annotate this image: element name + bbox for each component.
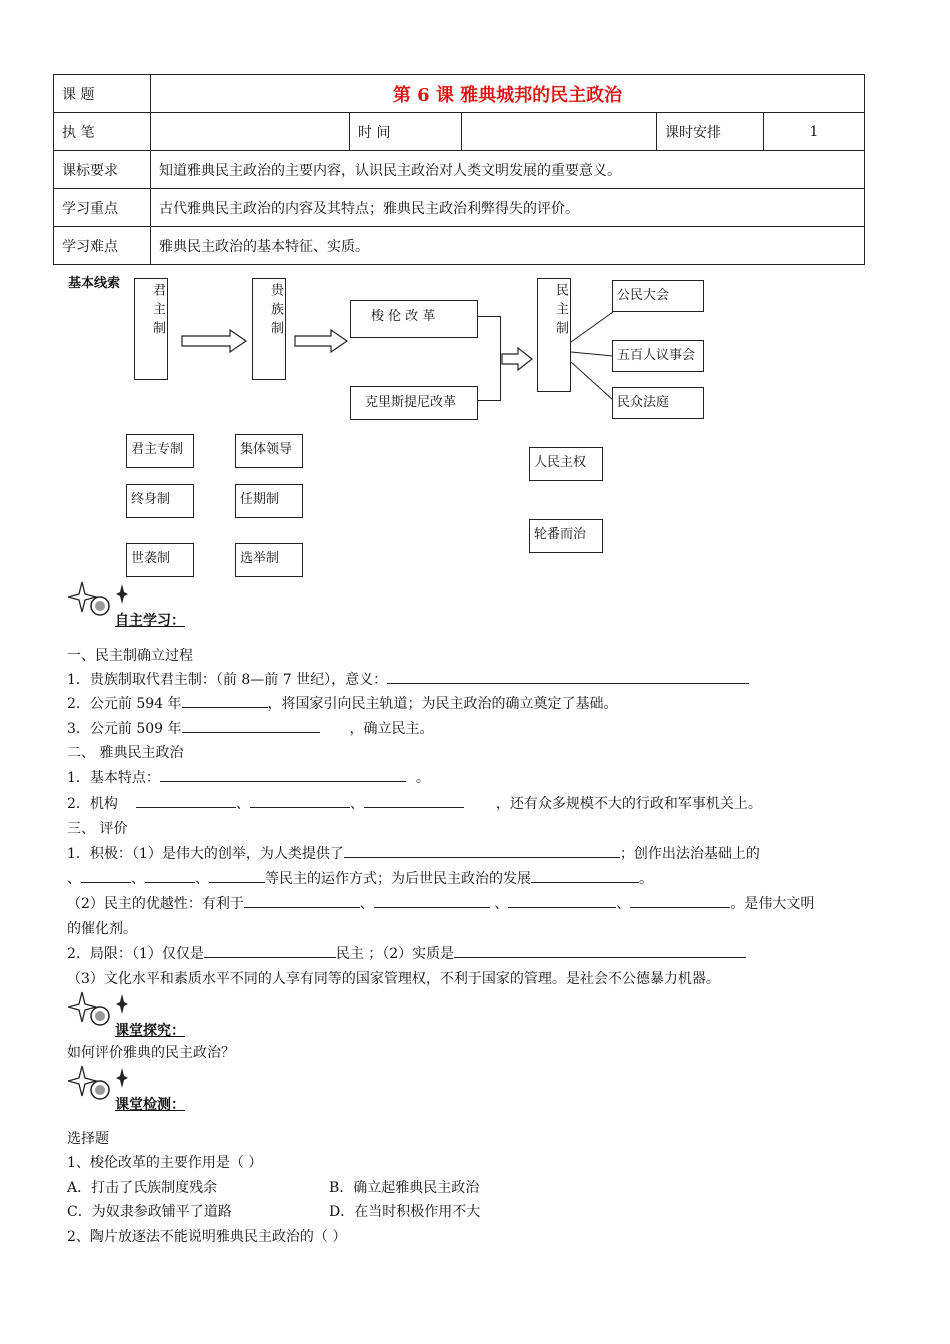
blank[interactable] [630, 893, 730, 908]
difficulty-text: 雅典民主政治的基本特征、实质。 [151, 227, 865, 265]
compare-left-2: 世袭制 [126, 543, 194, 577]
question-2: 2、陶片放逐法不能说明雅典民主政治的（ ） [67, 1229, 347, 1245]
line-6: 1．积极：（1）是伟大的创举，为人类提供了 ；创作出法治基础上的 [67, 843, 760, 863]
blank[interactable] [136, 793, 236, 808]
test-heading: 课堂检测： [115, 1097, 185, 1113]
council-box: 五百人议事会 [612, 340, 704, 372]
line-5: 2．机构 、 、 ，还有众多规模不大的行政和军事机关上。 [67, 793, 762, 813]
author-label: 执 笔 [54, 113, 151, 151]
blank[interactable] [81, 868, 131, 883]
blank[interactable] [145, 868, 195, 883]
solon-reform-box: 梭 伦 改 革 [350, 300, 478, 338]
blank[interactable] [160, 767, 406, 782]
question-1: 1、梭伦改革的主要作用是（ ） [67, 1155, 263, 1171]
test-type: 选择题 [67, 1131, 109, 1147]
blank[interactable] [182, 718, 320, 733]
lesson-title: 第 6 课 雅典城邦的民主政治 [151, 75, 865, 113]
difficulty-label: 学习难点 [54, 227, 151, 265]
cleisthenes-reform-box: 克里斯提尼改革 [350, 386, 478, 420]
arrow-right-icon [180, 328, 250, 354]
q1-option-d[interactable]: D．在当时积极作用不大 [329, 1204, 481, 1220]
blank[interactable] [204, 943, 336, 958]
section-3: 三、 评价 [67, 821, 128, 837]
diagram-heading: 基本线索 [68, 276, 121, 291]
line-3: 3．公元前 509 年 ，确立民主。 [67, 718, 434, 738]
blank[interactable] [209, 868, 265, 883]
monarchy-box: 君主制 [134, 278, 168, 380]
blank[interactable] [387, 669, 749, 684]
line-8: （2）民主的优越性：有利于 、 、 、 。是伟大文明 [67, 893, 814, 913]
aristocracy-box: 贵族制 [252, 278, 286, 380]
topic-label: 课 题 [54, 75, 151, 113]
q1-option-c[interactable]: C．为奴隶参政铺平了道路 [67, 1204, 232, 1220]
compare-left-1: 终身制 [126, 484, 194, 518]
period-label: 课时安排 [657, 113, 764, 151]
q1-option-b[interactable]: B．确立起雅典民主政治 [329, 1180, 480, 1196]
section-2: 二、 雅典民主政治 [67, 745, 184, 761]
court-box: 民众法庭 [612, 387, 704, 419]
branch-lines [571, 290, 615, 410]
focus-text: 古代雅典民主政治的内容及其特点；雅典民主政治利弊得失的评价。 [151, 189, 865, 227]
line-1: 1．贵族制取代君主制：（前 8—前 7 世纪），意义： [67, 669, 749, 689]
line-7: 、 、 、 等民主的运作方式；为后世民主政治的发展 。 [67, 868, 653, 888]
arrow-right-icon [500, 346, 536, 372]
assembly-box: 公民大会 [612, 280, 704, 312]
blank[interactable] [244, 893, 360, 908]
blank[interactable] [182, 693, 268, 708]
blank[interactable] [250, 793, 350, 808]
line-4: 1．基本特点： 。 [67, 767, 430, 787]
compare-mid-1: 任期制 [235, 484, 303, 518]
focus-label: 学习重点 [54, 189, 151, 227]
blank[interactable] [508, 893, 616, 908]
compare-right-0: 人民主权 [529, 447, 603, 481]
line-2: 2．公元前 594 年 ，将国家引向民主轨道；为民主政治的确立奠定了基础。 [67, 693, 618, 713]
blank[interactable] [374, 893, 490, 908]
compare-left-0: 君主专制 [126, 434, 194, 468]
time-value [462, 113, 657, 151]
line-11: （3）文化水平和素质水平不同的人享有同等的国家管理权，不利于国家的管理。是社会不公德暴力机器。 [67, 971, 720, 987]
compare-right-1: 轮番而治 [529, 519, 603, 553]
q1-option-a[interactable]: A．打击了氏族制度残余 [67, 1180, 218, 1196]
period-value: 1 [764, 113, 865, 151]
line-10: 2．局限：（1）仅仅是 民主 ；（2）实质是 [67, 943, 746, 963]
time-label: 时 间 [350, 113, 462, 151]
standard-text: 知道雅典民主政治的主要内容，认识民主政治对人类文明发展的重要意义。 [151, 151, 865, 189]
author-value [151, 113, 350, 151]
lesson-header-table [53, 74, 865, 265]
compare-mid-0: 集体领导 [235, 434, 303, 468]
self-study-heading: 自主学习： [115, 613, 185, 629]
blank[interactable] [531, 868, 639, 883]
line-9: 的催化剂。 [67, 921, 137, 937]
compare-mid-2: 选举制 [235, 543, 303, 577]
blank[interactable] [454, 943, 746, 958]
section-1: 一、民主制确立过程 [67, 648, 193, 664]
arrow-right-icon [293, 328, 351, 354]
democracy-box: 民主制 [537, 278, 571, 392]
standard-label: 课标要求 [54, 151, 151, 189]
explore-heading: 课堂探究： [115, 1023, 185, 1039]
blank[interactable] [344, 843, 620, 858]
blank[interactable] [364, 793, 464, 808]
explore-question: 如何评价雅典的民主政治？ [67, 1045, 235, 1061]
